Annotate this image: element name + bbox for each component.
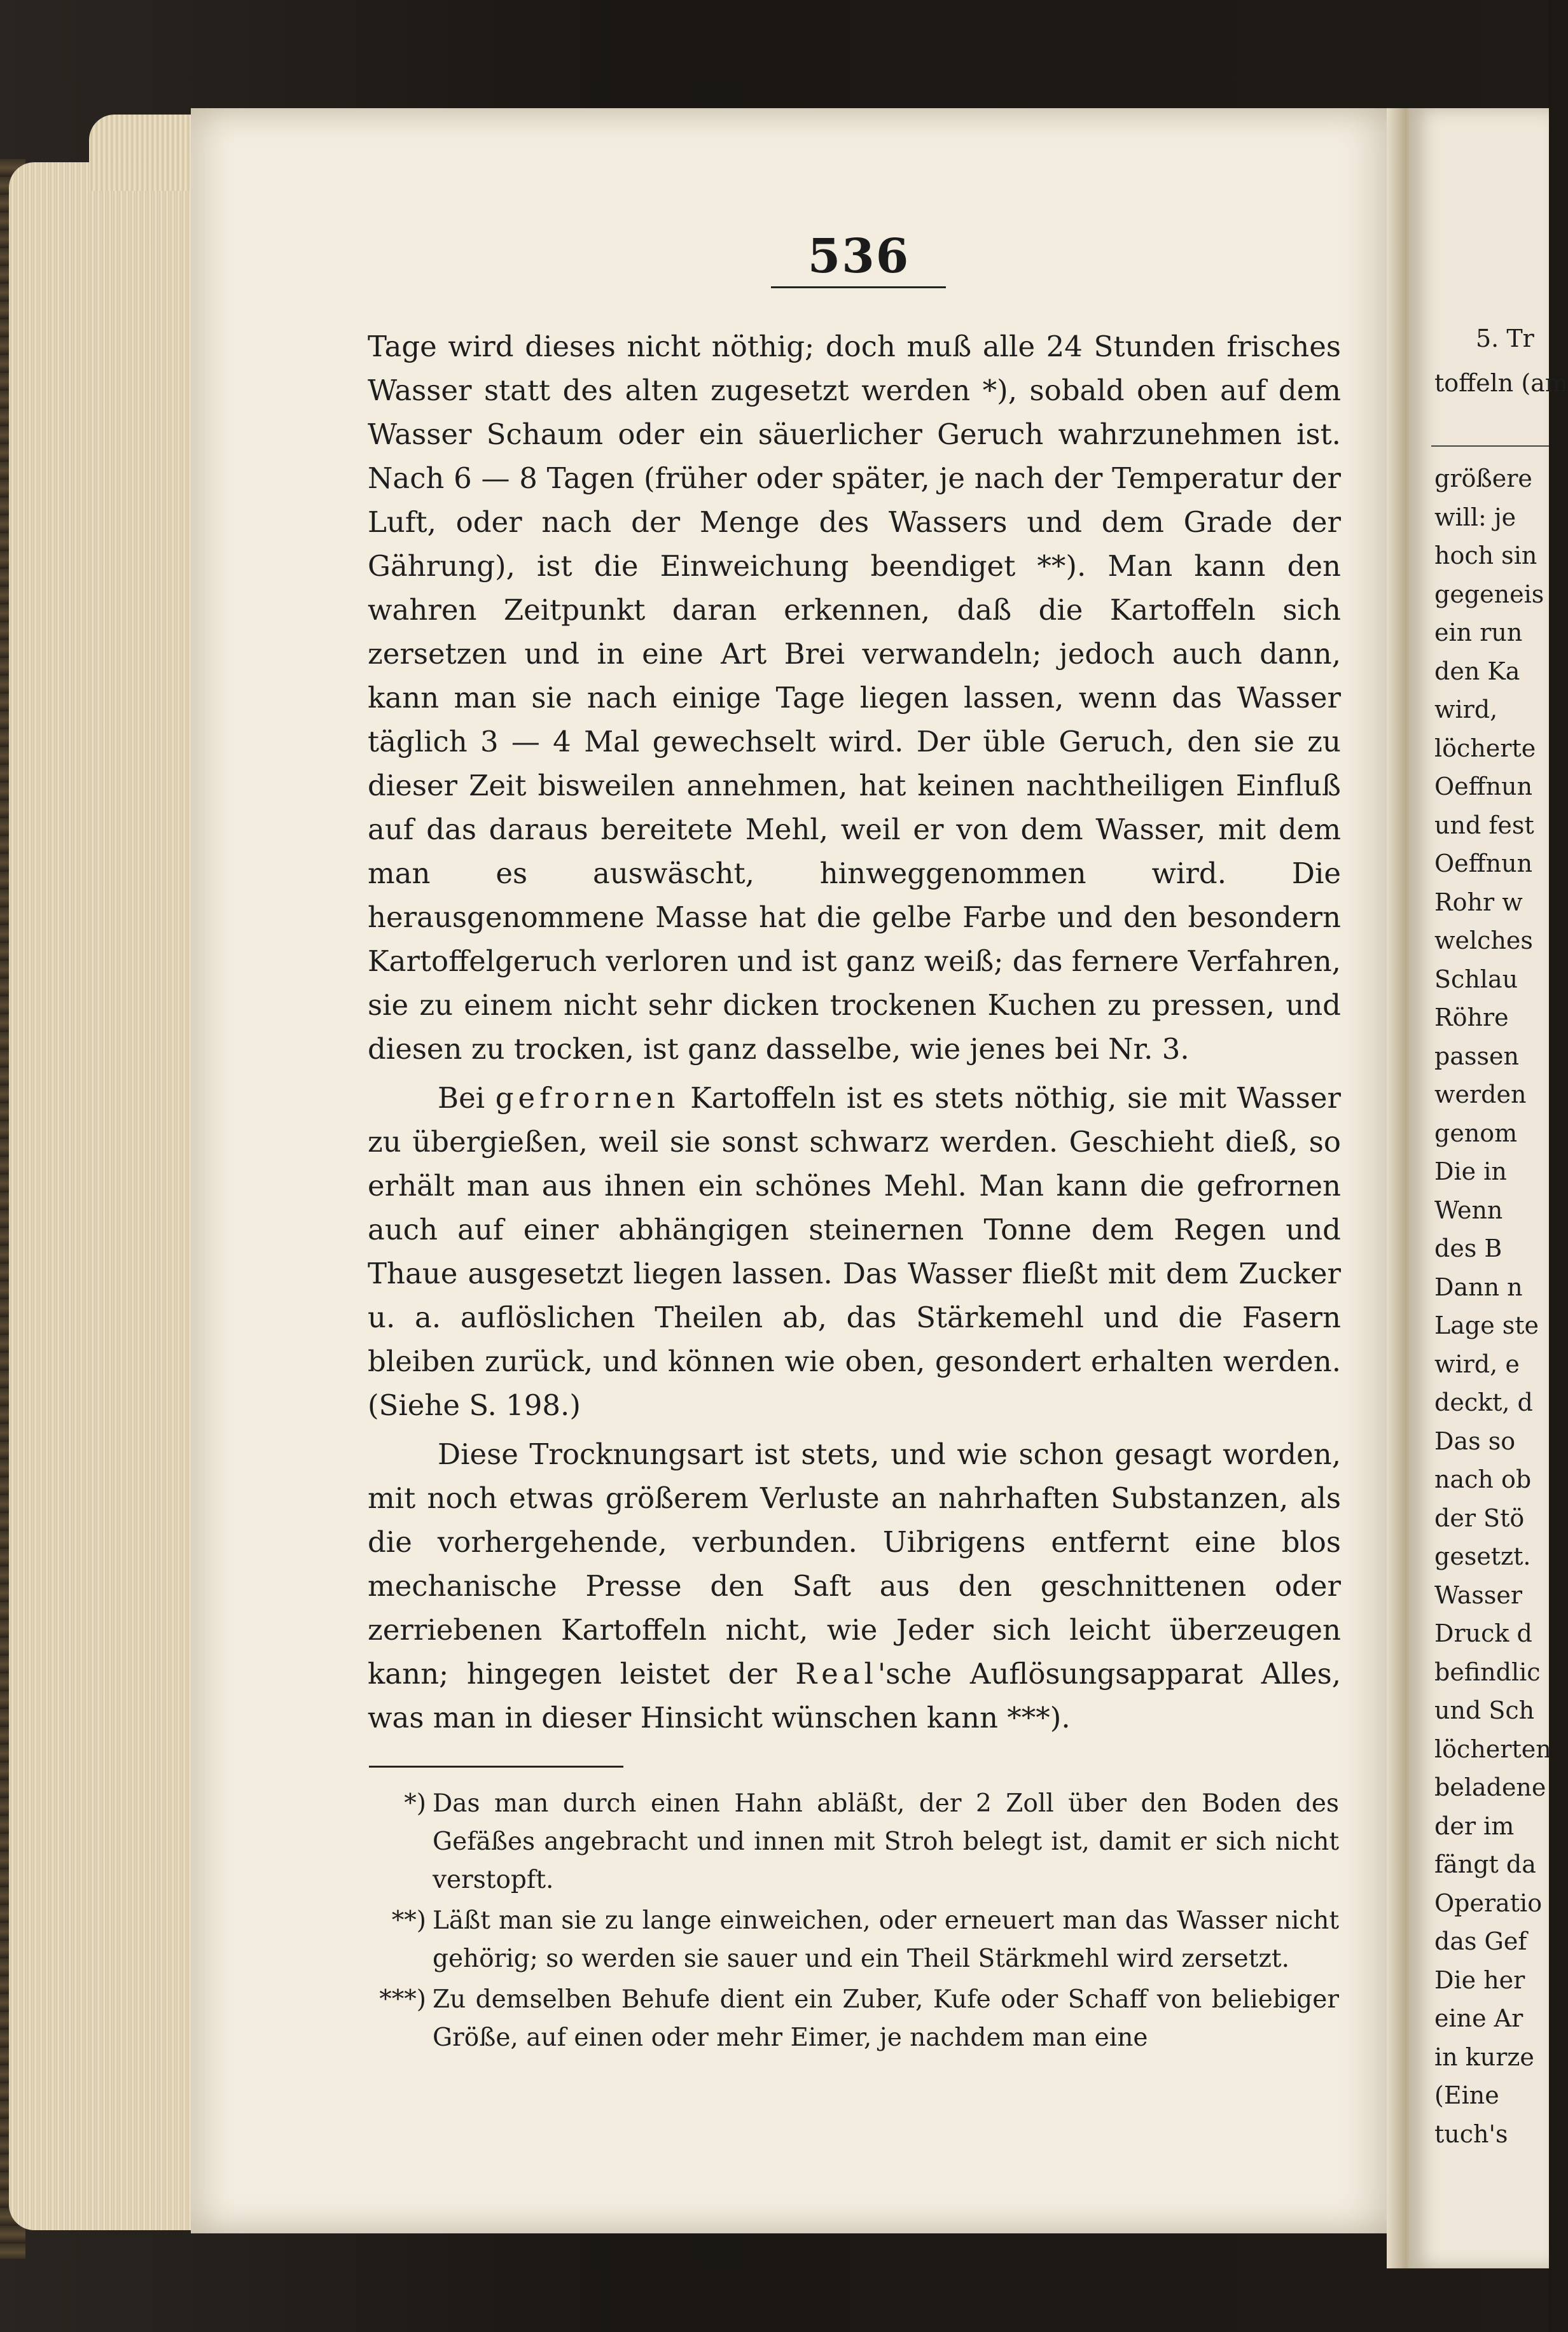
next-page-line: Rohr w <box>1434 888 1523 916</box>
paragraph-3 <box>368 1432 1341 1740</box>
next-page-line: fängt da <box>1434 1850 1536 1878</box>
footnote-mark: ***) <box>379 1985 426 2014</box>
next-page-line: werden <box>1434 1080 1527 1108</box>
next-page-line: Wenn <box>1434 1196 1503 1224</box>
next-page-line: Lage ste <box>1434 1311 1539 1339</box>
next-page-line: hoch sin <box>1434 541 1537 569</box>
next-page-line: der Stö <box>1434 1504 1525 1532</box>
next-page-line: das Gef <box>1434 1927 1527 1955</box>
next-page-line: in kurze <box>1434 2042 1534 2071</box>
next-page-line: tuch's <box>1434 2119 1508 2148</box>
next-page-line: ein run <box>1434 618 1523 646</box>
next-page-line: Die in <box>1434 1157 1507 1185</box>
next-page-line: Oeffnun <box>1434 772 1533 800</box>
next-page-line: löcherte <box>1434 734 1536 762</box>
page-number-rule <box>771 286 946 288</box>
next-page-line: Dann n <box>1434 1273 1523 1301</box>
next-page-line: Wasser <box>1434 1581 1523 1609</box>
body-text <box>368 325 1341 1745</box>
next-page-line: passen <box>1434 1042 1519 1070</box>
next-page-line: löcherten <box>1434 1735 1551 1763</box>
footnote-text: Das man durch einen Hahn abläßt, der 2 Zoll über den Boden des Gefäßes angebracht und innen mit Stroh belegt ist, damit er sich nicht verstopft. <box>433 1789 1339 1894</box>
next-page-line: 5. Tr <box>1476 325 1534 353</box>
next-page-line: wird, <box>1434 695 1498 723</box>
next-page-line: größere <box>1434 464 1532 492</box>
next-page-line: Oeffnun <box>1434 849 1533 877</box>
p3-spaced-word: Real <box>795 1657 878 1691</box>
page-edges <box>9 162 200 2230</box>
next-page-line: deckt, d <box>1434 1388 1533 1416</box>
p2-rest: Kartoffeln ist es stets nöthig, sie mit Wasser zu übergießen, weil sie sonst schwarz werden. Geschieht dieß, so erhält man aus ihnen ein schönes Mehl. Man kann die gefrornen auch auf einer abhängigen steinernen Tonne dem Regen und Thaue ausgesetzt liegen lassen. Das Wasser fließt mit dem Zucker u. a. auflöslichen Theilen ab, das Stärkemehl und die Fasern bleiben zurück, und können wie oben, gesondert erhalten werden. (Siehe S. 198.) <box>368 1081 1341 1422</box>
next-page-line: beladene <box>1434 1773 1546 1801</box>
footnote-mark: **) <box>391 1906 426 1935</box>
next-page-line: Druck d <box>1434 1619 1532 1647</box>
next-page-line: eine Ar <box>1434 2004 1523 2032</box>
p2-spaced-word: gefrornen <box>495 1081 680 1115</box>
next-page-line: will: je <box>1434 503 1516 531</box>
footnote-mark: *) <box>404 1789 426 1818</box>
next-page-line: der im <box>1434 1812 1515 1840</box>
footnotes <box>356 1785 1339 2060</box>
next-page-line: wird, e <box>1434 1350 1520 1378</box>
next-page-line: toffeln (am <box>1434 369 1568 397</box>
page-number: 536 <box>807 229 910 284</box>
next-page-line: genom <box>1434 1119 1518 1147</box>
next-page-line: gegeneis <box>1434 580 1544 608</box>
next-page-rule <box>1431 445 1549 447</box>
next-page-line: des B <box>1434 1234 1502 1262</box>
footnote-2 <box>356 1902 1339 1978</box>
p2-lead: Bei <box>438 1081 485 1115</box>
next-page-line: Die her <box>1434 1965 1525 1994</box>
next-page-line: gesetzt. <box>1434 1542 1531 1570</box>
next-page-line: befindlic <box>1434 1658 1541 1686</box>
p3-start: Diese Trocknungsart ist stets, und wie schon gesagt worden, mit noch etwas größerem Verluste an nahrhaften Substanzen, als die vorhergehende, verbunden. Uibrigens entfernt eine blos mechanische Presse den Saft aus den geschnittenen oder zerriebenen Kartoffeln nicht, wie Jeder sich leicht überzeugen kann; hingegen leistet der <box>368 1437 1341 1691</box>
next-page-line: Schlau <box>1434 965 1518 993</box>
footnote-rule <box>369 1766 623 1768</box>
next-page-line: Röhre <box>1434 1003 1509 1031</box>
next-page-line: nach ob <box>1434 1465 1532 1493</box>
paragraph-1: Tage wird dieses nicht nöthig; doch muß alle 24 Stunden frisches Wasser statt des alten zugesetzt werden *), sobald oben auf dem Wasser Schaum oder ein säuerlicher Geruch wahrzunehmen ist. Nach 6 — 8 Tagen (früher oder später, je nach der Temperatur der Luft, oder nach der Menge des Wassers und dem Grade der Gährung), ist die Einweichung beendiget **). Man kann den wahren Zeitpunkt daran erkennen, daß die Kartoffeln sich zersetzen und in eine Art Brei verwandeln; jedoch auch dann, kann man sie nach einige Tage liegen lassen, wenn das Wasser täglich 3 — 4 Mal gewechselt wird. Der üble Geruch, den sie zu dieser Zeit bisweilen annehmen, hat keinen nachtheiligen Einfluß auf das daraus bereitete Mehl, weil er von dem Wasser, mit dem man es auswäscht, hinweggenommen wird. Die herausgenommene Masse hat die gelbe Farbe und den besondern Kartoffelgeruch verloren und ist ganz weiß; das fernere Verfahren, sie zu einem nicht sehr dicken trockenen Kuchen zu pressen, und diesen zu trocken, ist ganz dasselbe, wie jenes bei Nr. 3. <box>368 330 1341 1066</box>
next-page-line: Das so <box>1434 1427 1516 1455</box>
footnote-3 <box>356 1981 1339 2057</box>
paragraph-2 <box>368 1076 1341 1427</box>
footnote-text: Zu demselben Behufe dient ein Zuber, Kufe oder Schaff von beliebiger Größe, auf einen oder mehr Eimer, je nachdem man eine <box>433 1985 1339 2052</box>
next-page-line: Operatio <box>1434 1889 1543 1917</box>
next-page-line: und fest <box>1434 811 1534 839</box>
next-page-line: (Eine <box>1434 2081 1499 2109</box>
p3-end: 'sche Auflösungsapparat Alles, was man in dieser Hinsicht wünschen kann ***). <box>368 1657 1341 1735</box>
next-page-line: und Sch <box>1434 1696 1535 1724</box>
footnote-text: Läßt man sie zu lange einweichen, oder erneuert man das Wasser nicht gehörig; so werden sie sauer und ein Theil Stärkmehl wird zersetzt. <box>433 1906 1339 1973</box>
next-page-line: den Ka <box>1434 657 1520 685</box>
footnote-1 <box>356 1785 1339 1899</box>
next-page-line: welches <box>1434 926 1533 954</box>
